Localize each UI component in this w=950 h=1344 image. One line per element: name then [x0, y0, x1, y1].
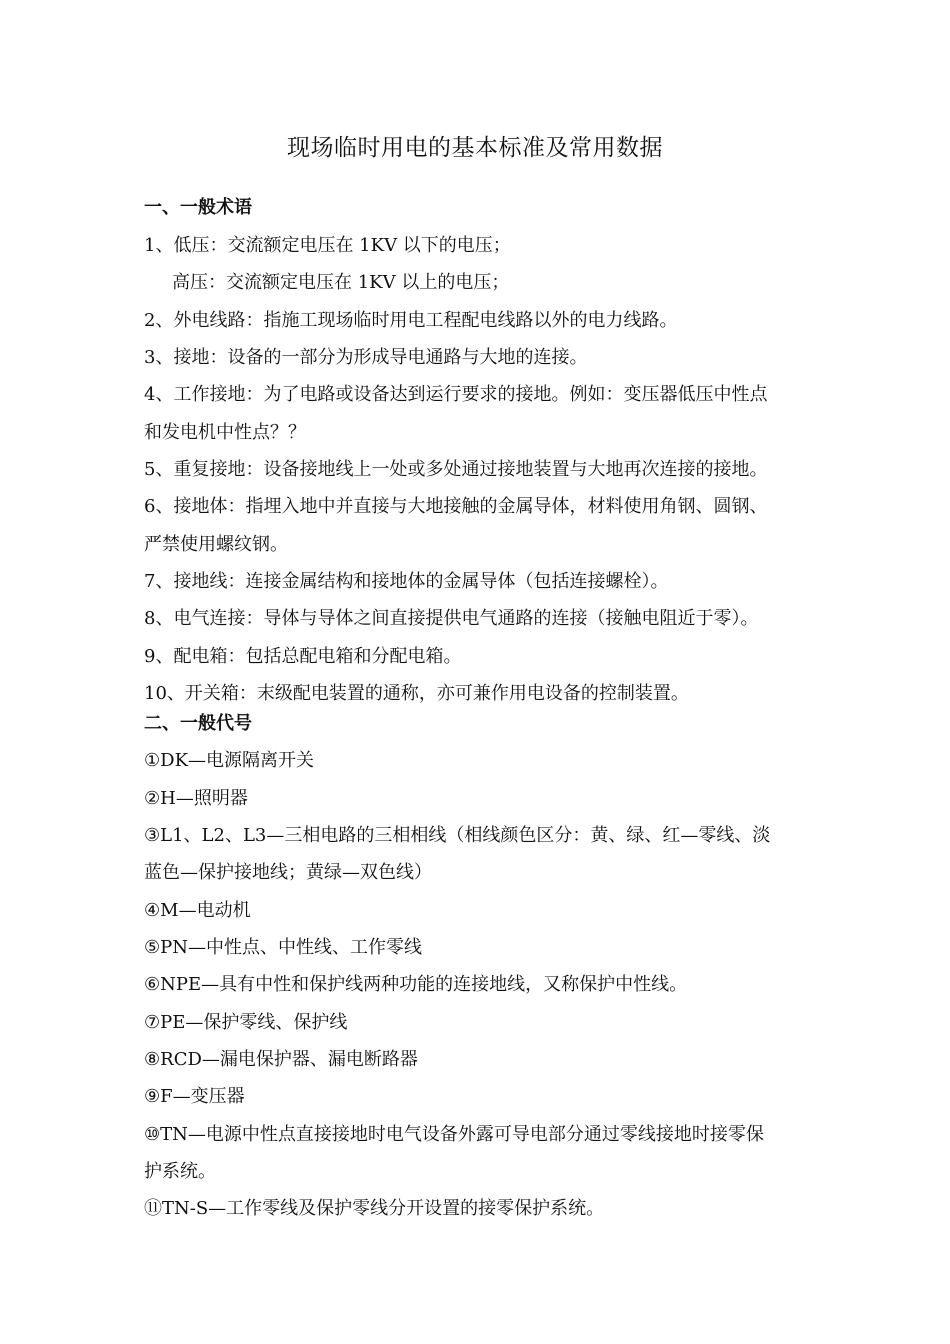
term-6-line-1: 6、接地体：指埋入地中并直接与大地接触的金属导体，材料使用角钢、圆钢、 [144, 496, 768, 517]
document-title: 现场临时用电的基本标准及常用数据 [287, 135, 663, 161]
code-5: ⑤PN—中性点、中性线、工作零线 [144, 937, 422, 958]
code-3-line-1: ③L1、L2、L3—三相电路的三相相线（相线颜色区分：黄、绿、红—零线、淡 [144, 825, 771, 846]
term-1-low-voltage: 1、低压：交流额定电压在 1KV 以下的电压； [144, 235, 511, 256]
code-4: ④M—电动机 [144, 900, 251, 921]
term-1-high-voltage: 高压：交流额定电压在 1KV 以上的电压； [172, 272, 510, 293]
section-heading-terms: 一、一般术语 [144, 197, 252, 218]
term-6-line-2: 严禁使用螺纹钢。 [144, 534, 288, 555]
term-7: 7、接地线：连接金属结构和接地体的金属导体（包括连接螺栓）。 [144, 571, 669, 592]
code-2: ②H—照明器 [144, 788, 248, 809]
term-9: 9、配电箱：包括总配电箱和分配电箱。 [144, 646, 462, 667]
term-5: 5、重复接地：设备接地线上一处或多处通过接地装置与大地再次连接的接地。 [144, 459, 768, 480]
code-3-line-2: 蓝色—保护接地线；黄绿—双色线） [144, 862, 432, 883]
code-10-line-2: 护系统。 [144, 1161, 216, 1182]
code-10-line-1: ⑩TN—电源中性点直接接地时电气设备外露可导电部分通过零线接地时接零保 [144, 1124, 764, 1145]
term-8: 8、电气连接：导体与导体之间直接提供电气通路的连接（接触电阻近于零）。 [144, 608, 759, 629]
code-1: ①DK—电源隔离开关 [144, 750, 315, 771]
code-6: ⑥NPE—具有中性和保护线两种功能的连接地线，又称保护中性线。 [144, 974, 688, 995]
term-10: 10、开关箱：末级配电装置的通称，亦可兼作用电设备的控制装置。 [144, 683, 689, 704]
term-4-line-1: 4、工作接地：为了电路或设备达到运行要求的接地。例如：变压器低压中性点 [144, 384, 768, 405]
term-4-line-2: 和发电机中性点？？ [144, 422, 306, 443]
code-11: ⑪TN-S—工作零线及保护零线分开设置的接零保护系统。 [144, 1198, 605, 1219]
term-2: 2、外电线路：指施工现场临时用电工程配电线路以外的电力线路。 [144, 310, 678, 331]
code-7: ⑦PE—保护零线、保护线 [144, 1012, 348, 1033]
section-heading-codes: 二、一般代号 [144, 713, 252, 734]
code-9: ⑨F—变压器 [144, 1086, 245, 1107]
term-3: 3、接地：设备的一部分为形成导电通路与大地的连接。 [144, 347, 588, 368]
code-8: ⑧RCD—漏电保护器、漏电断路器 [144, 1049, 418, 1070]
